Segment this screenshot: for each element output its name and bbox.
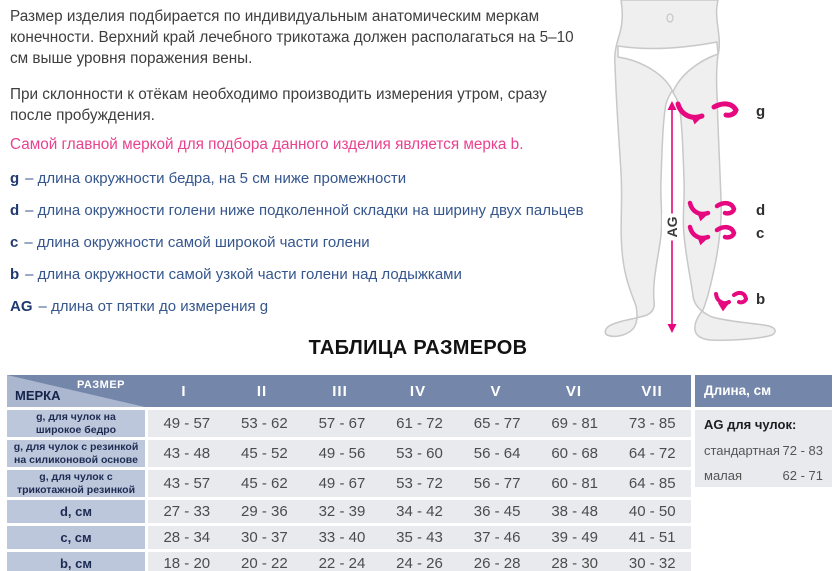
ag-arrow-down: [668, 324, 677, 333]
row-label: g, для чулок на широкое бедро: [7, 410, 145, 437]
size-cell: 28 - 30: [551, 555, 599, 571]
size-cell: 45 - 62: [241, 475, 288, 492]
size-cell: 26 - 28: [473, 555, 521, 571]
diagram-label-b: b: [756, 291, 766, 308]
size-cell: 28 - 34: [163, 529, 211, 546]
ag-arrow-up: [668, 101, 677, 110]
row-values: [148, 552, 691, 571]
diagram-label-g: g: [756, 103, 766, 120]
size-cell: 56 - 64: [473, 445, 521, 462]
size-cell: 60 - 68: [551, 445, 599, 462]
measure-key: AG: [10, 298, 33, 315]
size-cell: 29 - 36: [241, 503, 288, 520]
diagram-label-ag: AG: [662, 214, 682, 241]
size-cell: 20 - 22: [241, 555, 288, 571]
size-cell: 24 - 26: [396, 555, 443, 571]
size-cell: 37 - 46: [473, 529, 521, 546]
table-row: [7, 552, 691, 571]
row-values: [148, 440, 691, 467]
size-cell: 73 - 85: [628, 415, 676, 432]
column-header: III: [332, 382, 348, 400]
corner-header-cell: [7, 375, 145, 407]
paragraph-line: Размер изделия подбирается по индивидуальным анатомическим меркам: [10, 8, 540, 25]
table-row: [7, 470, 691, 497]
paragraph-line: конечности. Верхний край лечебного трикотажа должен располагаться на 5–10: [10, 29, 574, 46]
size-cell: 30 - 37: [241, 529, 288, 546]
column-header: I: [181, 382, 187, 400]
size-cell: 49 - 67: [318, 475, 366, 492]
column-header: VI: [565, 382, 583, 400]
size-cell: 33 - 40: [318, 529, 366, 546]
measure-def-d: [10, 202, 584, 219]
size-cell: 53 - 62: [241, 415, 288, 432]
column-header: V: [490, 382, 502, 400]
paragraph-line: При склонности к отёкам необходимо производить измерения утром, сразу: [10, 86, 547, 103]
measure-def-c: [10, 234, 370, 251]
row-label: b, см: [7, 552, 145, 571]
table-row: [7, 526, 691, 549]
size-cell: 64 - 72: [628, 445, 676, 462]
measure-text: – длина окружности бедра, на 5 см ниже промежности: [25, 170, 407, 187]
intro-paragraph-1: [10, 6, 574, 69]
table-row: [7, 410, 691, 437]
measure-key: g: [10, 170, 20, 187]
size-cell: 65 - 77: [473, 415, 521, 432]
column-header: VII: [641, 382, 663, 400]
measure-def-b: [10, 266, 462, 283]
size-cell: 30 - 32: [628, 555, 676, 571]
length-row: [704, 463, 823, 488]
table-header-row: [7, 375, 691, 407]
length-panel-body: [695, 410, 832, 487]
row-label: d, см: [7, 500, 145, 523]
size-cell: 27 - 33: [163, 503, 211, 520]
measure-key: d: [10, 202, 20, 219]
size-cell: 56 - 77: [473, 475, 521, 492]
length-panel-header: Длина, см: [695, 375, 832, 407]
size-cell: 39 - 49: [551, 529, 599, 546]
length-panel-subheader: AG для чулок:: [704, 417, 797, 432]
size-cell: 22 - 24: [318, 555, 366, 571]
measure-text: – длина от пятки до измерения g: [38, 298, 269, 315]
length-label: малая: [704, 468, 743, 483]
diagram-label-d: d: [756, 202, 766, 219]
size-cell: 32 - 39: [318, 503, 366, 520]
row-label: c, см: [7, 526, 145, 549]
measure-def-g: [10, 170, 406, 187]
measure-text: – длина окружности самой узкой части голени над лодыжками: [25, 266, 462, 283]
row-values: [148, 470, 691, 497]
measurement-arrow-b: [716, 293, 746, 303]
size-cell: 36 - 45: [473, 503, 521, 520]
row-label: g, для чулок с трикотажной резинкой: [7, 470, 145, 497]
diagram-label-c: c: [756, 225, 765, 242]
measure-def-ag: [10, 298, 268, 315]
corner-size-label: РАЗМЕР: [76, 379, 125, 391]
size-cell: 60 - 81: [551, 475, 599, 492]
length-value: 72 - 83: [782, 443, 823, 458]
size-cell: 35 - 43: [396, 529, 443, 546]
size-cell: 57 - 67: [318, 415, 366, 432]
size-cell: 49 - 57: [163, 415, 211, 432]
measure-text: – длина окружности самой широкой части голени: [24, 234, 370, 251]
size-cell: 45 - 52: [241, 445, 288, 462]
intro-paragraph-2: [10, 84, 547, 126]
row-values: [148, 500, 691, 523]
size-cell: 61 - 72: [396, 415, 443, 432]
leg-diagram: [600, 0, 836, 350]
paragraph-line: после пробуждения.: [10, 107, 155, 124]
paragraph-line: см выше уровня поражения вены.: [10, 50, 253, 67]
corner-measure-label: МЕРКА: [15, 388, 61, 403]
size-cell: 34 - 42: [396, 503, 443, 520]
table-row: [7, 440, 691, 467]
column-header: II: [256, 382, 268, 400]
measure-key: b: [10, 266, 20, 283]
size-table: [7, 375, 691, 571]
table-row: [7, 500, 691, 523]
size-cell: 43 - 48: [163, 445, 211, 462]
size-cell: 53 - 60: [396, 445, 443, 462]
size-cell: 49 - 56: [318, 445, 366, 462]
size-cell: 18 - 20: [163, 555, 211, 571]
size-cell: 69 - 81: [551, 415, 599, 432]
length-value: 62 - 71: [782, 468, 823, 483]
measure-key: c: [10, 234, 19, 251]
row-values: [148, 526, 691, 549]
row-values: [148, 410, 691, 437]
measure-text: – длина окружности голени ниже подколенной складки на ширину двух пальцев: [25, 202, 584, 219]
size-cell: 43 - 57: [163, 475, 211, 492]
size-cell: 38 - 48: [551, 503, 599, 520]
row-label: g, для чулок с резинкой на силиконовой основе: [7, 440, 145, 467]
size-cell: 53 - 72: [396, 475, 443, 492]
key-measure-note: Самой главной меркой для подбора данного изделия является мерка b.: [10, 136, 524, 153]
column-header: IV: [409, 382, 427, 400]
size-cell: 41 - 51: [628, 529, 676, 546]
size-cell: 40 - 50: [628, 503, 676, 520]
size-table-title: ТАБЛИЦА РАЗМЕРОВ: [308, 337, 528, 359]
length-label: стандартная: [704, 443, 780, 458]
legs-silhouette-graphic: [600, 0, 836, 350]
length-row: [704, 438, 823, 463]
size-cell: 64 - 85: [628, 475, 676, 492]
length-panel: [695, 375, 832, 487]
